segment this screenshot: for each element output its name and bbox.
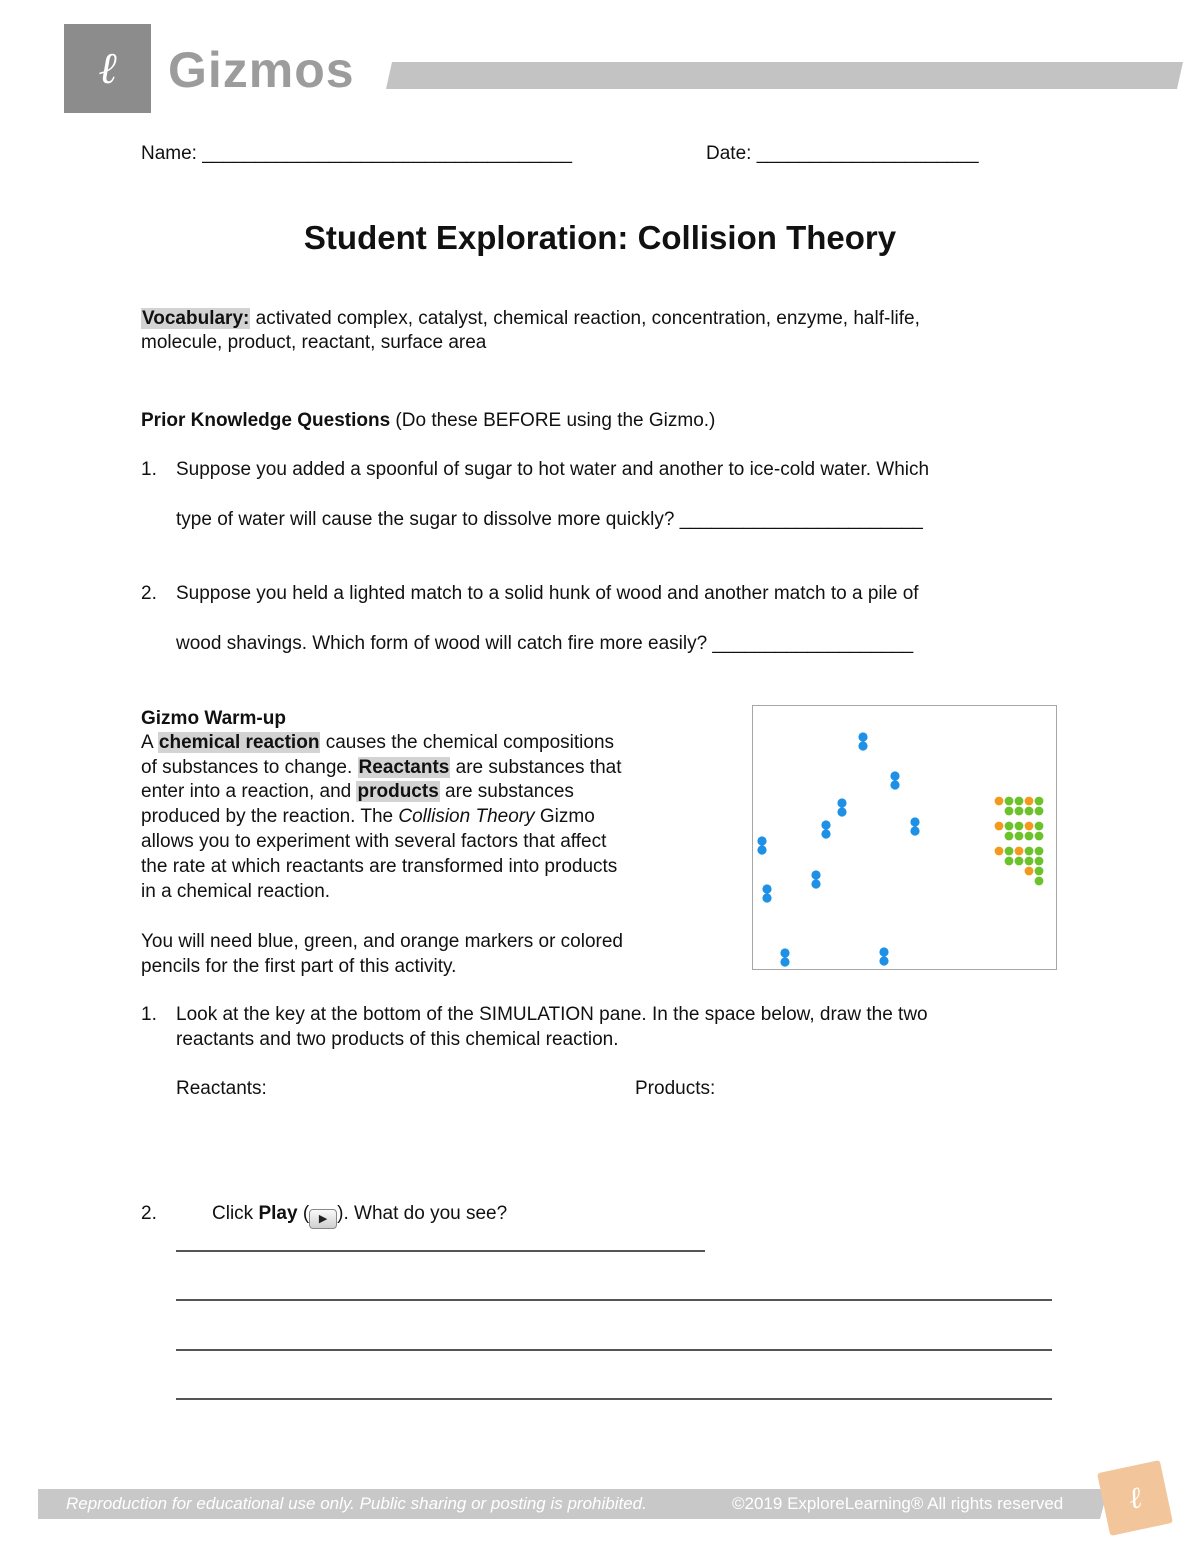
reactant-atom [879, 956, 888, 965]
footer-copyright: ©2019 ExploreLearning® All rights reserved [732, 1494, 1064, 1513]
product-atom [1025, 847, 1034, 856]
product-atom [1025, 867, 1034, 876]
answer-line [176, 1250, 705, 1252]
product-atom [1005, 797, 1014, 806]
activity-q2-text [212, 1202, 507, 1229]
product-atom [1035, 797, 1044, 806]
prior-q1-number: 1. [141, 459, 157, 480]
play-icon: ▶ [309, 1209, 337, 1229]
footer-notice: Reproduction for educational use only. Public sharing or posting is prohibited. [66, 1494, 647, 1513]
warmup-line-7: in a chemical reaction. [141, 881, 331, 902]
reactant-atom [890, 771, 899, 780]
vocabulary-label: Vocabulary: [142, 308, 250, 329]
gizmo-name: Collision Theory [398, 806, 535, 827]
term-products: products [357, 781, 439, 802]
explorelearning-logo [64, 24, 151, 113]
reactant-atom [757, 845, 766, 854]
product-atom [1015, 847, 1024, 856]
warmup-text: A [141, 732, 158, 753]
date-field: Date: _____________________ [706, 143, 979, 164]
reactant-atom [780, 948, 789, 957]
warmup-text: are substances [439, 781, 574, 802]
product-atom [1025, 822, 1034, 831]
product-atom [1035, 857, 1044, 866]
q2-text: ( [297, 1203, 310, 1224]
product-atom [995, 797, 1004, 806]
product-atom [1025, 832, 1034, 841]
product-atom [1035, 877, 1044, 886]
warmup-line-4 [141, 805, 595, 829]
reactant-atom [890, 780, 899, 789]
vocabulary-terms: activated complex, catalyst, chemical reaction, concentration, enzyme, half-life, [250, 308, 920, 329]
product-atom [1015, 832, 1024, 841]
product-atom [995, 847, 1004, 856]
product-atom [1025, 807, 1034, 816]
answer-line [176, 1398, 1052, 1400]
brand-name: Gizmos [168, 42, 355, 98]
warmup-line-2 [141, 756, 621, 780]
prior-knowledge-heading [141, 409, 715, 433]
reactant-atom [762, 884, 771, 893]
prior-q2-number: 2. [141, 583, 157, 604]
product-atom [1005, 807, 1014, 816]
activity-q2-number: 2. [141, 1203, 157, 1224]
product-atom [1035, 807, 1044, 816]
product-atom [1015, 807, 1024, 816]
vocabulary-line-2: molecule, product, reactant, surface area [141, 332, 487, 353]
warmup-text: of substances to change. [141, 757, 358, 778]
reactant-atom [762, 893, 771, 902]
footer-logo-icon [1097, 1460, 1173, 1536]
answer-line [176, 1349, 1052, 1351]
product-atom [1035, 832, 1044, 841]
product-atom [1005, 832, 1014, 841]
reactant-atom [811, 879, 820, 888]
activity-q1-number: 1. [141, 1004, 157, 1025]
prior-heading-note: (Do these BEFORE using the Gizmo.) [390, 410, 716, 431]
page-title: Student Exploration: Collision Theory [303, 219, 897, 256]
reactant-atom [837, 798, 846, 807]
name-field: Name: ___________________________________ [141, 143, 573, 164]
vocabulary-line-1 [141, 307, 920, 331]
warmup-line-3 [141, 780, 574, 804]
footer-logo-glyph: ℓ [1125, 1479, 1145, 1517]
warmup-text: produced by the reaction. The [141, 806, 399, 827]
warmup-text: are substances that [450, 757, 622, 778]
reactant-atom [910, 817, 919, 826]
reactants-label: Reactants: [176, 1078, 267, 1099]
product-atom [1035, 822, 1044, 831]
term-chemical-reaction: chemical reaction [158, 732, 320, 753]
prior-q1-line-2: type of water will cause the sugar to dissolve more quickly? _______________________ [176, 509, 923, 530]
q2-text: ). What do you see? [337, 1203, 508, 1224]
logo-glyph: ℓ [98, 43, 117, 94]
warmup-line-6: the rate at which reactants are transformed into products [141, 856, 618, 877]
simulation-image [752, 705, 1057, 970]
warmup-line-5: allows you to experiment with several factors that affect [141, 831, 607, 852]
warmup-line-1 [141, 731, 614, 755]
play-label: Play [258, 1203, 298, 1224]
warmup-line-8: You will need blue, green, and orange markers or colored [141, 931, 623, 952]
simulation-molecules [753, 706, 1056, 969]
header-bar [386, 62, 1183, 89]
warmup-text: enter into a reaction, and [141, 781, 357, 802]
product-atom [1035, 867, 1044, 876]
reactant-atom [821, 829, 830, 838]
product-atom [1005, 822, 1014, 831]
term-reactants: Reactants [358, 757, 450, 778]
warmup-text: Gizmo [534, 806, 595, 827]
reactant-atom [858, 732, 867, 741]
prior-q2-line-2: wood shavings. Which form of wood will catch fire more easily? ___________________ [176, 633, 914, 654]
warmup-line-9: pencils for the first part of this activity. [141, 956, 457, 977]
answer-line [176, 1299, 1052, 1301]
product-atom [1015, 822, 1024, 831]
product-atom [1015, 857, 1024, 866]
prior-q1-line-1: Suppose you added a spoonful of sugar to hot water and another to ice-cold water. Which [176, 459, 930, 480]
prior-q2-line-1: Suppose you held a lighted match to a solid hunk of wood and another match to a pile of [176, 583, 919, 604]
product-atom [1025, 857, 1034, 866]
reactant-atom [811, 870, 820, 879]
activity-q1-line-2: reactants and two products of this chemical reaction. [176, 1029, 619, 1050]
warmup-text: causes the chemical compositions [320, 732, 615, 753]
product-atom [1005, 847, 1014, 856]
reactant-atom [757, 836, 766, 845]
product-atom [1015, 797, 1024, 806]
reactant-atom [837, 807, 846, 816]
products-label: Products: [635, 1078, 716, 1099]
reactant-atom [858, 741, 867, 750]
warmup-heading: Gizmo Warm-up [141, 708, 286, 729]
activity-q1-line-1: Look at the key at the bottom of the SIMULATION pane. In the space below, draw the two [176, 1004, 928, 1025]
reactant-atom [821, 820, 830, 829]
q2-text: Click [212, 1203, 259, 1224]
product-atom [995, 822, 1004, 831]
prior-heading-bold: Prior Knowledge Questions [141, 410, 391, 431]
product-atom [1005, 857, 1014, 866]
product-atom [1025, 797, 1034, 806]
reactant-atom [910, 826, 919, 835]
reactant-atom [879, 947, 888, 956]
product-atom [1035, 847, 1044, 856]
reactant-atom [780, 957, 789, 966]
